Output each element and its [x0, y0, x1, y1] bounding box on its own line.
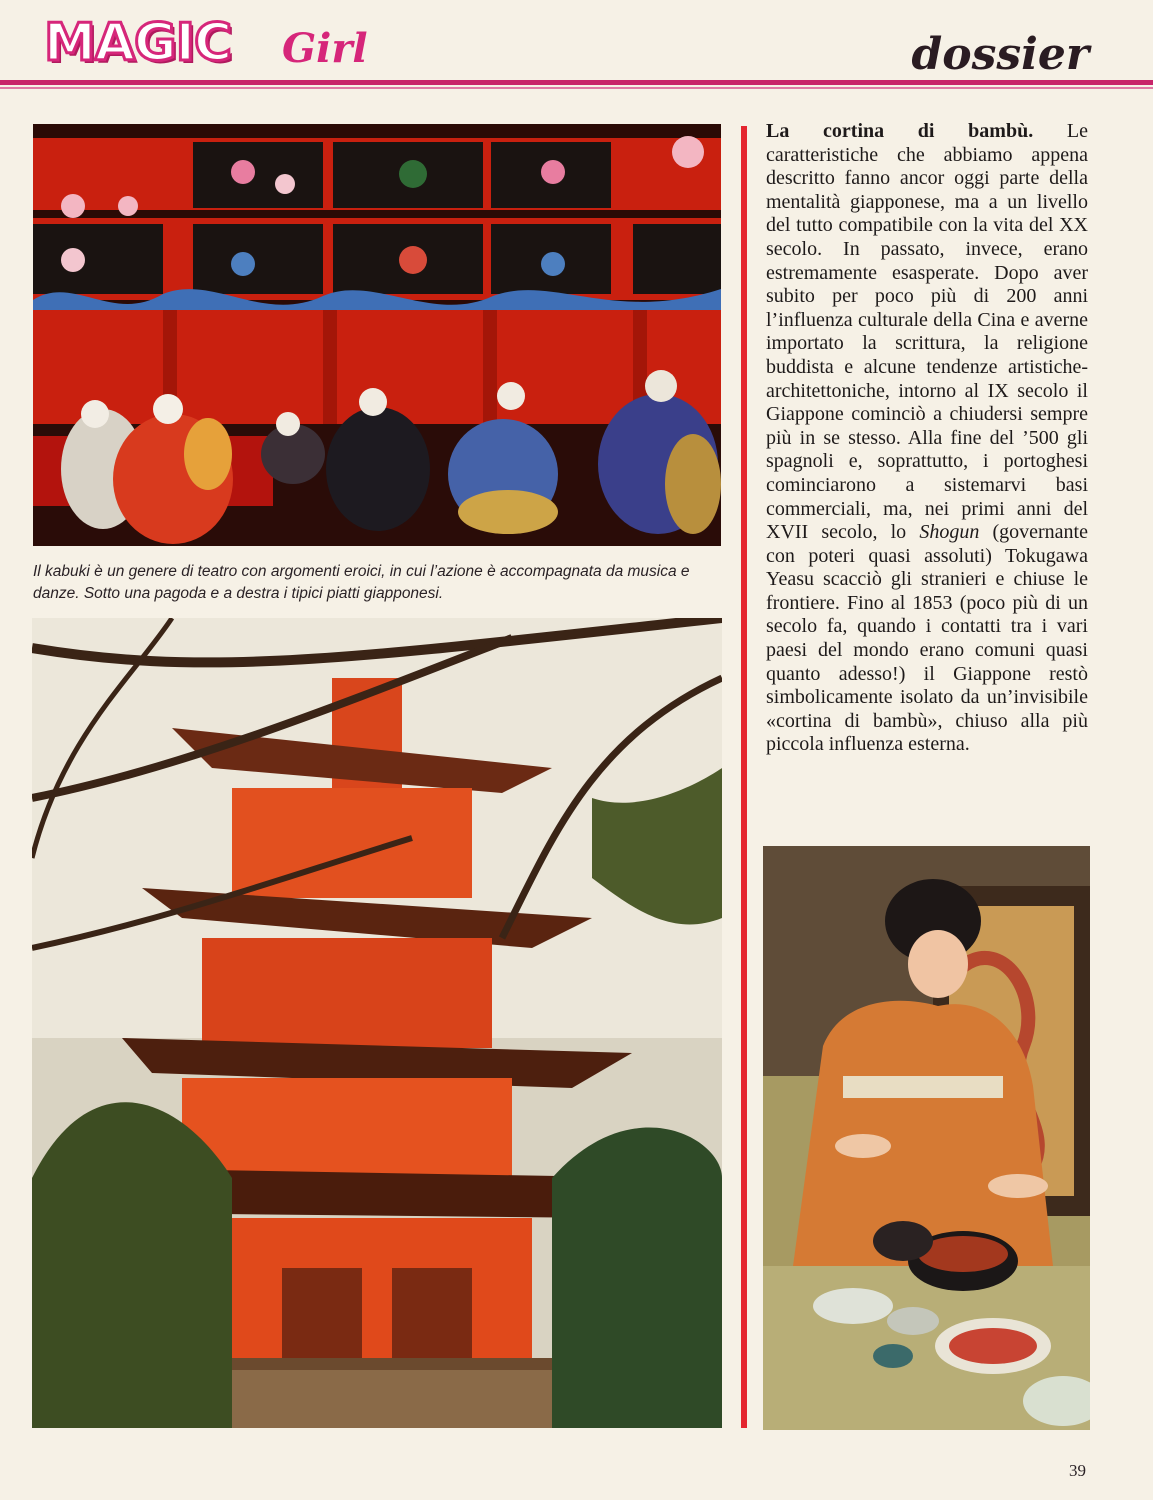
header-rule-thin — [0, 87, 1153, 89]
article-body-intro: Le caratteristiche che abbiamo appena descritto fanno ancor oggi parte della mentalità giapponese, ma a un livello del tutto compatibile con la vita del XX secolo. In passato, invece, erano estremamente esasperate. Dopo aver subito per poco più di 200 anni l’influenza culturale della Cina e averne importato la scrittura, la religione buddista e alcune tendenze artistiche-architettoniche, intorno al IX secolo il Giappone cominciò a chiudersi sempre più in se stesso. Alla fine del ’500 gli spagnoli e, soprattutto, i portoghesi cominciarono a sistemarvi basi commerciali, ma, nei primi anni del XVII secolo, lo — [766, 120, 1088, 544]
article-body-rest: (governante con poteri quasi assoluti) Tokugawa Yeasu scacciò gli stranieri e chiuse le frontiere. Fino al 1853 (poco più di un secolo fa, quando i contatti tra i vari paesi del mondo erano comuni quasi quanto adesso!) il Giappone restò simbolicamente isolato da un’invisibile «cortina di bambù», chiuso alla più piccola influenza esterna. — [766, 521, 1088, 756]
column-divider — [741, 126, 747, 1428]
page-header — [0, 0, 1153, 90]
kabuki-photo — [33, 124, 721, 546]
article-heading: La cortina di bambù. — [766, 120, 1034, 142]
pagoda-photo — [32, 618, 722, 1428]
page-number: 39 — [1069, 1461, 1086, 1480]
magazine-logo-sub: Girl — [282, 25, 368, 72]
magazine-logo: MAGIC — [44, 13, 232, 73]
article-body-emphasis: Shogun — [919, 521, 980, 544]
header-rule — [0, 80, 1153, 85]
photo-caption: Il kabuki è un genere di teatro con argomenti eroici, in cui l’azione è accompagnata da musica e danze. Sotto una pagoda e a destra i tipici piatti giapponesi. — [33, 563, 690, 602]
section-title: dossier — [911, 29, 1089, 80]
article-text — [766, 120, 1088, 757]
japanese-dishes-photo — [763, 846, 1090, 1430]
